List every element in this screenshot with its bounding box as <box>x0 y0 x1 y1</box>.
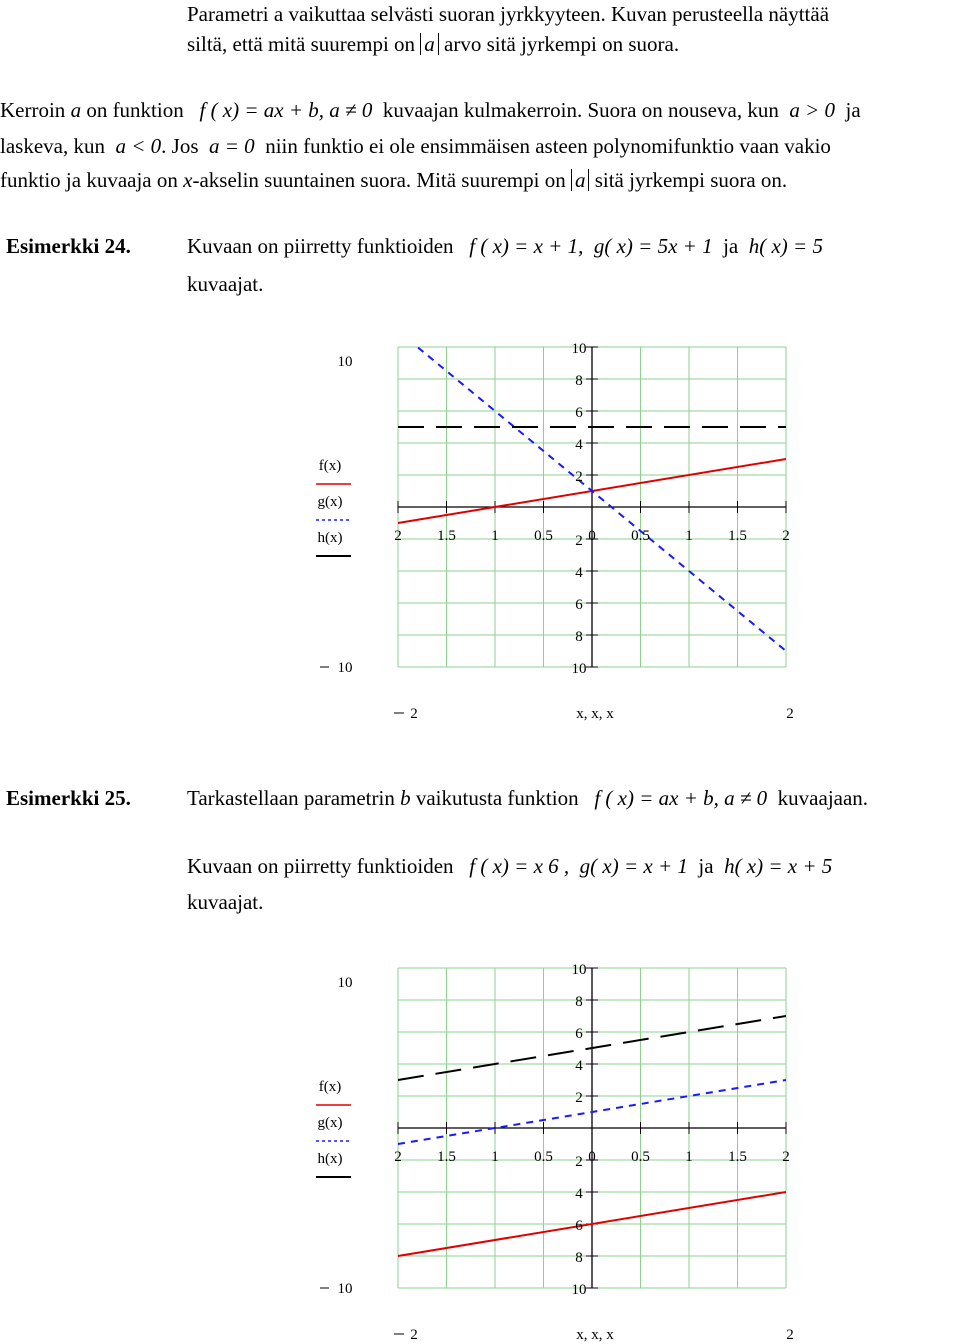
x-tick-label: 1 <box>685 528 693 544</box>
x-axis-label: x, x, x <box>576 1327 614 1343</box>
y-range-top-label: 10 <box>337 354 353 370</box>
y-tick-label: 10 <box>571 661 587 677</box>
equation-f: f ( x) = x 6 , <box>469 854 570 878</box>
x-range-left-label: 2 <box>410 706 418 722</box>
x-tick-label: 1 <box>491 1149 499 1165</box>
y-tick-label: 6 <box>575 1026 583 1042</box>
equation-h: h( x) = x + 5 <box>724 854 833 878</box>
x-range-left-label: 2 <box>410 1327 418 1343</box>
y-tick-label: 2 <box>575 469 583 485</box>
legend-label: h(x) <box>317 530 343 546</box>
equation-h: h( x) = 5 <box>748 234 823 258</box>
text: Kuvaan on piirretty funktioiden <box>187 234 454 258</box>
text: on funktion <box>86 98 184 122</box>
example-24-label: Esimerkki 24. <box>6 234 131 258</box>
text: funktio ja kuvaaja on <box>0 168 178 192</box>
x-tick-label: 1.5 <box>728 1149 747 1165</box>
text: kuvaajaan. <box>777 786 869 810</box>
x-tick-label: 1.5 <box>437 1149 456 1165</box>
y-tick-label: 2 <box>575 1090 583 1106</box>
text: niin funktio ei ole ensimmäisen asteen polynomifunktio vaan vakio <box>265 134 831 158</box>
var-x: x <box>183 168 193 192</box>
para1-line2-post: arvo sitä jyrkempi on suora. <box>444 32 680 56</box>
y-tick-label: 10 <box>571 341 587 357</box>
text: vaikutusta funktion <box>415 786 579 810</box>
abs-a: a <box>571 169 590 191</box>
y-range-top-label: 10 <box>337 975 353 991</box>
x-tick-label: 0 <box>588 1149 596 1165</box>
equation-fx: f ( x) = ax + b, a ≠ 0 <box>594 786 768 810</box>
text: sitä jyrkempi suora on. <box>594 168 788 192</box>
y-tick-label: 8 <box>575 994 583 1010</box>
x-axis-label: x, x, x <box>576 706 614 722</box>
var-a: a <box>70 98 82 122</box>
y-range-bottom-label: 10 <box>337 1281 353 1297</box>
x-tick-label: 0.5 <box>631 1149 650 1165</box>
x-tick-label: 1 <box>685 1149 693 1165</box>
x-tick-label: 1 <box>491 528 499 544</box>
y-tick-label: 4 <box>575 565 583 581</box>
x-tick-label: 1.5 <box>437 528 456 544</box>
x-tick-label: 0.5 <box>631 528 650 544</box>
y-tick-label: 6 <box>575 597 583 613</box>
chart-1 <box>316 331 786 713</box>
text: Kuvaan on piirretty funktioiden <box>187 854 454 878</box>
y-tick-label: 10 <box>571 962 587 978</box>
y-tick-label: 4 <box>575 1186 583 1202</box>
example-25-label: Esimerkki 25. <box>6 786 131 810</box>
x-tick-label: 0 <box>588 528 596 544</box>
equation-f: f ( x) = x + 1, <box>469 234 584 258</box>
y-tick-label: 2 <box>575 533 583 549</box>
x-tick-label: 0.5 <box>534 1149 553 1165</box>
condition: a = 0 <box>209 134 255 158</box>
x-tick-label: 2 <box>782 1149 790 1165</box>
legend-label: g(x) <box>317 494 343 510</box>
y-tick-label: 4 <box>575 437 583 453</box>
y-range-bottom-label: 10 <box>337 660 353 676</box>
y-tick-label: 6 <box>575 1218 583 1234</box>
y-tick-label: 8 <box>575 373 583 389</box>
y-tick-label: 8 <box>575 629 583 645</box>
equation-g: g( x) = 5x + 1 <box>593 234 713 258</box>
text: ja <box>845 98 861 122</box>
abs-a: a <box>420 33 439 55</box>
y-tick-label: 4 <box>575 1058 583 1074</box>
legend-label: g(x) <box>317 1115 343 1131</box>
x-tick-label: 2 <box>394 528 402 544</box>
x-tick-label: 0.5 <box>534 528 553 544</box>
x-range-right-label: 2 <box>786 1327 794 1343</box>
y-tick-label: 10 <box>571 1282 587 1298</box>
legend-label: f(x) <box>318 1079 342 1095</box>
text: kuvaajan kulmakerroin. Suora on nouseva, kun <box>382 98 779 122</box>
equation-fx: f ( x) = ax + b, a ≠ 0 <box>199 98 373 122</box>
example-25-text-end: kuvaajat. <box>187 890 264 914</box>
example-24-text-end: kuvaajat. <box>187 272 264 296</box>
text: ja <box>723 234 739 258</box>
y-tick-label: 6 <box>575 405 583 421</box>
text: laskeva, kun <box>0 134 105 158</box>
text: . Jos <box>161 134 199 158</box>
legend-label: f(x) <box>318 458 342 474</box>
para1-line2-pre: siltä, että mitä suurempi on <box>187 32 416 56</box>
equation-g: g( x) = x + 1 <box>579 854 688 878</box>
text: -akselin suuntainen suora. Mitä suurempi on <box>192 168 566 192</box>
condition: a > 0 <box>789 98 835 122</box>
text: Tarkastellaan parametrin <box>187 786 395 810</box>
y-tick-label: 8 <box>575 1250 583 1266</box>
para1-line1: Parametri a vaikuttaa selvästi suoran jyrkkyyteen. Kuvan perusteella näyttää <box>187 2 830 26</box>
x-tick-label: 2 <box>394 1149 402 1165</box>
legend-label: h(x) <box>317 1151 343 1167</box>
y-tick-label: 2 <box>575 1154 583 1170</box>
var-b: b <box>400 786 411 810</box>
x-tick-label: 1.5 <box>728 528 747 544</box>
x-tick-label: 2 <box>782 528 790 544</box>
condition: a < 0 <box>115 134 162 158</box>
text: Kerroin <box>0 98 66 122</box>
text: ja <box>698 854 714 878</box>
x-range-right-label: 2 <box>786 706 794 722</box>
